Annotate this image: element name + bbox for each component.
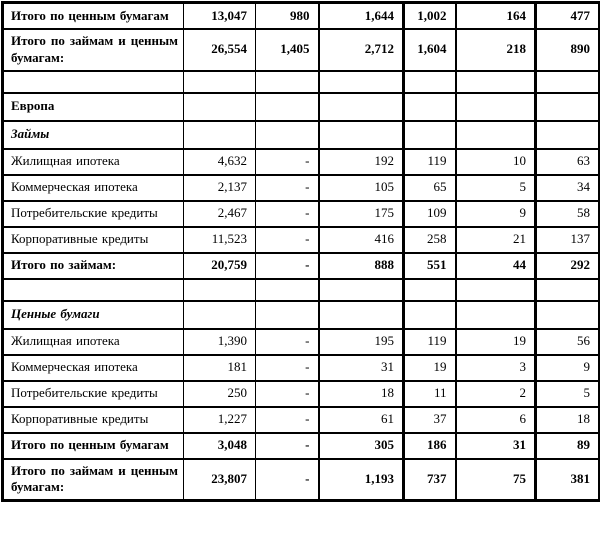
cell-value: 119 — [404, 329, 456, 355]
row-label: Итого по займам и ценным бумагам: — [3, 459, 184, 501]
cell-value: 105 — [319, 175, 404, 201]
cell-value — [319, 279, 404, 301]
cell-value: 11 — [404, 381, 456, 407]
row-label: Итого по займам: — [3, 253, 184, 279]
table-row — [3, 433, 600, 459]
table-row — [3, 29, 600, 71]
cell-value: 34 — [536, 175, 600, 201]
table-row — [3, 175, 600, 201]
cell-value: 2 — [456, 381, 536, 407]
cell-value: 6 — [456, 407, 536, 433]
cell-value — [456, 279, 536, 301]
cell-value: 477 — [536, 3, 600, 29]
cell-value: - — [256, 175, 319, 201]
cell-value — [456, 301, 536, 329]
cell-value: 551 — [404, 253, 456, 279]
cell-value: 381 — [536, 459, 600, 501]
cell-value: 3 — [456, 355, 536, 381]
cell-value — [456, 121, 536, 149]
cell-value: 1,390 — [184, 329, 256, 355]
row-label: Жилищная ипотека — [3, 149, 184, 175]
cell-value — [319, 121, 404, 149]
cell-value: 58 — [536, 201, 600, 227]
table-row — [3, 93, 600, 121]
cell-value: 1,193 — [319, 459, 404, 501]
row-label: Займы — [3, 121, 184, 149]
cell-value: 218 — [456, 29, 536, 71]
cell-value: 21 — [456, 227, 536, 253]
row-label — [3, 71, 184, 93]
cell-value — [184, 71, 256, 93]
table-row — [3, 407, 600, 433]
cell-value — [536, 301, 600, 329]
cell-value: 1,002 — [404, 3, 456, 29]
cell-value: 19 — [404, 355, 456, 381]
table-row — [3, 459, 600, 501]
table-row — [3, 71, 600, 93]
cell-value: 192 — [319, 149, 404, 175]
table-row — [3, 381, 600, 407]
cell-value: 888 — [319, 253, 404, 279]
table-body — [3, 3, 600, 501]
cell-value — [184, 93, 256, 121]
row-label: Потребительские кредиты — [3, 381, 184, 407]
cell-value: 18 — [319, 381, 404, 407]
cell-value: 13,047 — [184, 3, 256, 29]
cell-value: 164 — [456, 3, 536, 29]
cell-value: 980 — [256, 3, 319, 29]
cell-value: 89 — [536, 433, 600, 459]
cell-value: 5 — [456, 175, 536, 201]
cell-value: 292 — [536, 253, 600, 279]
cell-value: 31 — [456, 433, 536, 459]
cell-value: 1,405 — [256, 29, 319, 71]
row-label: Ценные бумаги — [3, 301, 184, 329]
table-row — [3, 279, 600, 301]
cell-value: - — [256, 201, 319, 227]
table-row — [3, 121, 600, 149]
cell-value: 63 — [536, 149, 600, 175]
cell-value: 1,604 — [404, 29, 456, 71]
cell-value — [536, 71, 600, 93]
cell-value: 258 — [404, 227, 456, 253]
cell-value: 737 — [404, 459, 456, 501]
cell-value: 2,137 — [184, 175, 256, 201]
cell-value: 23,807 — [184, 459, 256, 501]
cell-value: 109 — [404, 201, 456, 227]
cell-value: 890 — [536, 29, 600, 71]
cell-value — [404, 121, 456, 149]
cell-value: 20,759 — [184, 253, 256, 279]
cell-value: - — [256, 433, 319, 459]
row-label: Итого по займам и ценным бумагам: — [3, 29, 184, 71]
cell-value — [404, 71, 456, 93]
table-row — [3, 329, 600, 355]
cell-value: 195 — [319, 329, 404, 355]
table-row — [3, 149, 600, 175]
cell-value — [184, 121, 256, 149]
cell-value: 1,644 — [319, 3, 404, 29]
cell-value — [319, 301, 404, 329]
cell-value: - — [256, 407, 319, 433]
table-row — [3, 201, 600, 227]
cell-value — [536, 93, 600, 121]
cell-value: 10 — [456, 149, 536, 175]
cell-value: 9 — [456, 201, 536, 227]
cell-value: - — [256, 459, 319, 501]
row-label: Итого по ценным бумагам — [3, 3, 184, 29]
cell-value — [456, 71, 536, 93]
table-row — [3, 301, 600, 329]
cell-value: 18 — [536, 407, 600, 433]
cell-value: 175 — [319, 201, 404, 227]
cell-value — [536, 121, 600, 149]
cell-value — [404, 93, 456, 121]
cell-value: 75 — [456, 459, 536, 501]
cell-value: 305 — [319, 433, 404, 459]
table-row — [3, 253, 600, 279]
cell-value: - — [256, 329, 319, 355]
cell-value: 1,227 — [184, 407, 256, 433]
cell-value: 65 — [404, 175, 456, 201]
cell-value — [536, 279, 600, 301]
cell-value — [404, 279, 456, 301]
cell-value: 416 — [319, 227, 404, 253]
cell-value: - — [256, 227, 319, 253]
row-label: Жилищная ипотека — [3, 329, 184, 355]
table-row — [3, 227, 600, 253]
cell-value — [256, 279, 319, 301]
row-label: Потребительские кредиты — [3, 201, 184, 227]
cell-value — [184, 279, 256, 301]
cell-value: 31 — [319, 355, 404, 381]
row-label — [3, 279, 184, 301]
cell-value: - — [256, 149, 319, 175]
row-label: Корпоративные кредиты — [3, 407, 184, 433]
cell-value: 2,467 — [184, 201, 256, 227]
cell-value — [256, 301, 319, 329]
cell-value: 250 — [184, 381, 256, 407]
row-label: Корпоративные кредиты — [3, 227, 184, 253]
row-label: Европа — [3, 93, 184, 121]
cell-value: - — [256, 253, 319, 279]
cell-value — [256, 71, 319, 93]
cell-value — [404, 301, 456, 329]
financial-table — [1, 1, 600, 502]
cell-value: 37 — [404, 407, 456, 433]
table-row — [3, 3, 600, 29]
table-row — [3, 355, 600, 381]
cell-value: 4,632 — [184, 149, 256, 175]
cell-value: 11,523 — [184, 227, 256, 253]
row-label: Коммерческая ипотека — [3, 355, 184, 381]
cell-value — [319, 93, 404, 121]
cell-value: 2,712 — [319, 29, 404, 71]
cell-value: - — [256, 381, 319, 407]
cell-value: 9 — [536, 355, 600, 381]
cell-value — [256, 121, 319, 149]
row-label: Коммерческая ипотека — [3, 175, 184, 201]
cell-value: - — [256, 355, 319, 381]
cell-value: 186 — [404, 433, 456, 459]
cell-value: 19 — [456, 329, 536, 355]
cell-value — [256, 93, 319, 121]
cell-value: 5 — [536, 381, 600, 407]
cell-value — [456, 93, 536, 121]
row-label: Итого по ценным бумагам — [3, 433, 184, 459]
cell-value: 56 — [536, 329, 600, 355]
cell-value — [184, 301, 256, 329]
cell-value — [319, 71, 404, 93]
cell-value: 181 — [184, 355, 256, 381]
cell-value: 119 — [404, 149, 456, 175]
cell-value: 137 — [536, 227, 600, 253]
cell-value: 44 — [456, 253, 536, 279]
cell-value: 3,048 — [184, 433, 256, 459]
cell-value: 26,554 — [184, 29, 256, 71]
cell-value: 61 — [319, 407, 404, 433]
